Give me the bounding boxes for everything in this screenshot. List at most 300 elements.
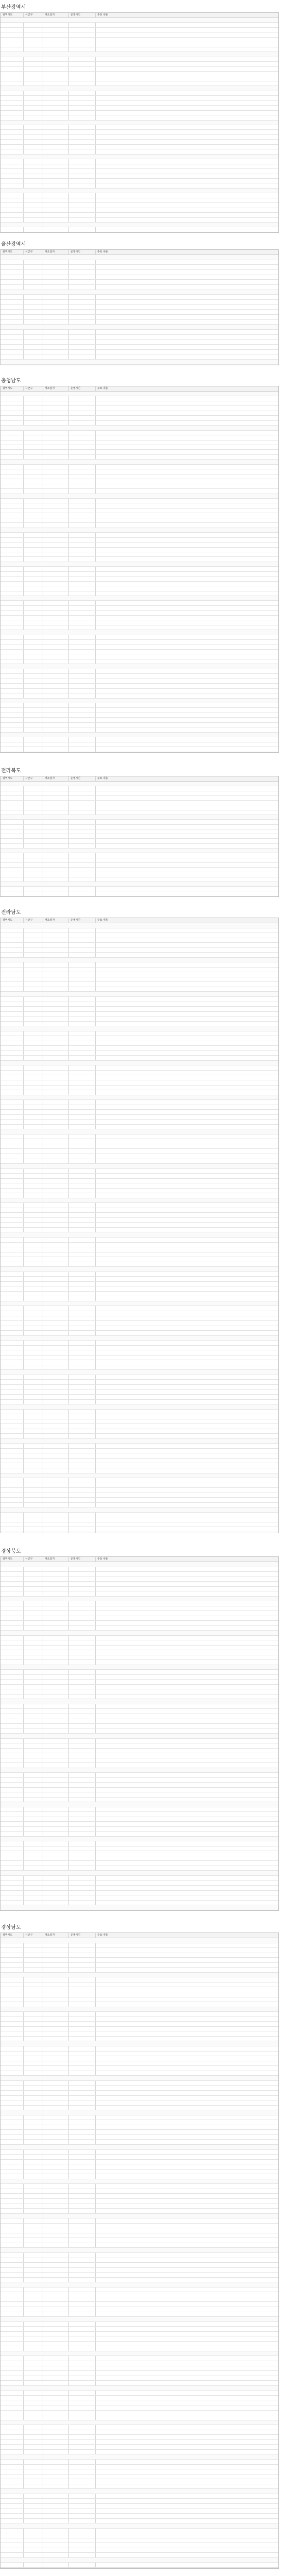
- table-header: [1, 386, 278, 392]
- section-title: 울산광역시: [1, 242, 26, 247]
- column-header: 개소일자: [45, 1934, 55, 1937]
- table-row: [1, 977, 278, 982]
- table-row: [1, 782, 278, 786]
- table-row: [1, 91, 278, 96]
- table-row: [1, 130, 278, 134]
- table-row: [1, 1453, 278, 1459]
- table-row: [1, 2351, 278, 2357]
- section-title: 전라북도: [1, 768, 21, 774]
- table-row: [1, 265, 278, 270]
- table-row: [1, 2558, 278, 2563]
- table-row: [1, 2533, 278, 2538]
- table-row: [1, 1798, 278, 1803]
- table-row: [1, 2135, 278, 2140]
- table-row: [1, 2076, 278, 2081]
- table-row: [1, 533, 278, 537]
- table-row: [1, 310, 278, 315]
- table-row: [1, 2263, 278, 2268]
- table-row: [1, 1792, 278, 1798]
- column-header: 주요 내용: [97, 919, 108, 922]
- table-body: [1, 1562, 278, 1910]
- table-row: [1, 972, 278, 977]
- table-row: [1, 1120, 278, 1125]
- region-section: [0, 4, 283, 234]
- table-row: [1, 2548, 278, 2553]
- table-row: [1, 1483, 278, 1488]
- table-row: [1, 2164, 278, 2170]
- table-row: [1, 2100, 278, 2106]
- table-row: [1, 2342, 278, 2347]
- table-row: [1, 2106, 278, 2111]
- table-row: [1, 1827, 278, 1832]
- table-row: [1, 1444, 278, 1449]
- table-row: [1, 1404, 278, 1410]
- table-row: [1, 1749, 278, 1754]
- table-row: [1, 1105, 278, 1110]
- table-row: [1, 616, 278, 620]
- table-row: [1, 1982, 278, 1988]
- table-row: [1, 933, 278, 938]
- table-row: [1, 1704, 278, 1709]
- table-row: [1, 275, 278, 280]
- table-row: [1, 1891, 278, 1896]
- table-row: [1, 548, 278, 552]
- table-row: [1, 2361, 278, 2366]
- table-row: [1, 829, 278, 834]
- region-section: [0, 378, 283, 754]
- table-row: [1, 2287, 278, 2293]
- table-row: [1, 650, 278, 654]
- table-row: [1, 67, 278, 72]
- table-row: [1, 689, 278, 693]
- table-row: [1, 86, 278, 91]
- table-row: [1, 218, 278, 223]
- table-row: [1, 305, 278, 310]
- table-row: [1, 1572, 278, 1577]
- column-header: 시군구: [25, 13, 33, 16]
- column-header: 광역시도: [3, 1934, 13, 1937]
- table-row: [1, 1660, 278, 1665]
- table-row: [1, 2273, 278, 2278]
- table-row: [1, 1247, 278, 1252]
- table-row: [1, 567, 278, 571]
- table-row: [1, 1139, 278, 1144]
- table-row: [1, 591, 278, 596]
- table-row: [1, 805, 278, 810]
- table-row: [1, 669, 278, 674]
- table-row: [1, 345, 278, 350]
- table-row: [1, 223, 278, 227]
- table-row: [1, 1562, 278, 1567]
- table-row: [1, 295, 278, 300]
- table-row: [1, 290, 278, 295]
- column-header: 개소일자: [45, 777, 55, 780]
- table-row: [1, 1296, 278, 1301]
- table-row: [1, 1473, 278, 1479]
- table-row: [1, 2258, 278, 2263]
- table-row: [1, 2411, 278, 2416]
- table-row: [1, 2494, 278, 2499]
- table-row: [1, 1729, 278, 1734]
- table-row: [1, 2420, 278, 2426]
- table-row: [1, 1115, 278, 1120]
- table-row: [1, 1992, 278, 1997]
- table-row: [1, 2199, 278, 2204]
- table-row: [1, 2091, 278, 2096]
- table-row: [1, 2440, 278, 2445]
- table-row: [1, 1232, 278, 1238]
- table-row: [1, 1807, 278, 1812]
- table-row: [1, 106, 278, 110]
- table-row: [1, 135, 278, 140]
- table-row: [1, 2052, 278, 2057]
- table-row: [1, 2243, 278, 2248]
- table-row: [1, 2002, 278, 2007]
- table-row: [1, 1346, 278, 1351]
- table-row: [1, 718, 278, 722]
- table-row: [1, 1311, 278, 1316]
- table-row: [1, 1228, 278, 1233]
- table-row: [1, 2037, 278, 2042]
- table-body: [1, 392, 278, 752]
- table-row: [1, 1739, 278, 1744]
- table-row: [1, 825, 278, 829]
- table-row: [1, 1365, 278, 1370]
- table-row: [1, 938, 278, 943]
- table-row: [1, 2465, 278, 2470]
- table-row: [1, 2381, 278, 2386]
- table-row: [1, 1987, 278, 1992]
- table-row: [1, 1129, 278, 1134]
- table-row: [1, 882, 278, 887]
- table-row: [1, 1670, 278, 1675]
- table-row: [1, 992, 278, 997]
- table-row: [1, 125, 278, 130]
- schedule-table: [0, 776, 279, 897]
- table-row: [1, 2484, 278, 2489]
- table-row: [1, 1699, 278, 1704]
- section-title: 경상북도: [1, 1549, 21, 1554]
- table-row: [1, 2071, 278, 2076]
- table-row: [1, 2479, 278, 2484]
- table-row: [1, 1646, 278, 1651]
- table-row: [1, 786, 278, 791]
- table-row: [1, 1866, 278, 1871]
- column-header: 개소일자: [45, 919, 55, 922]
- table-row: [1, 887, 278, 891]
- table-row: [1, 1685, 278, 1690]
- table-row: [1, 1606, 278, 1612]
- table-row: [1, 1973, 278, 1978]
- table-row: [1, 868, 278, 872]
- table-row: [1, 2475, 278, 2480]
- table-row: [1, 601, 278, 605]
- table-row: [1, 1414, 278, 1419]
- table-row: [1, 76, 278, 81]
- table-row: [1, 42, 278, 47]
- table-row: [1, 469, 278, 474]
- schedule-table: [0, 249, 279, 365]
- table-row: [1, 426, 278, 430]
- table-row: [1, 32, 278, 37]
- table-row: [1, 1498, 278, 1503]
- table-header: [1, 1933, 278, 1938]
- table-row: [1, 1410, 278, 1415]
- table-row: [1, 280, 278, 285]
- table-row: [1, 503, 278, 508]
- table-row: [1, 1778, 278, 1783]
- table-header: [1, 918, 278, 923]
- table-row: [1, 1336, 278, 1341]
- table-row: [1, 2543, 278, 2548]
- region-section: [0, 1924, 283, 2570]
- table-row: [1, 1218, 278, 1223]
- table-row: [1, 1238, 278, 1243]
- table-row: [1, 1159, 278, 1164]
- table-row: [1, 1886, 278, 1891]
- table-row: [1, 1026, 278, 1031]
- table-row: [1, 2174, 278, 2179]
- table-row: [1, 2499, 278, 2504]
- table-row: [1, 1626, 278, 1631]
- table-row: [1, 1527, 278, 1532]
- table-row: [1, 1977, 278, 1982]
- table-row: [1, 2110, 278, 2115]
- table-row: [1, 1272, 278, 1277]
- table-row: [1, 2253, 278, 2258]
- table-row: [1, 1788, 278, 1793]
- table-row: [1, 1189, 278, 1194]
- column-header: 광역시도: [3, 387, 13, 390]
- column-header: 시군구: [25, 387, 33, 390]
- table-row: [1, 1694, 278, 1700]
- column-header: 주요 내용: [97, 1557, 108, 1561]
- column-header: 주요 내용: [97, 1934, 108, 1937]
- section-title: 경상남도: [1, 1925, 21, 1930]
- table-row: [1, 943, 278, 948]
- table-row: [1, 572, 278, 577]
- table-row: [1, 1817, 278, 1822]
- table-row: [1, 1513, 278, 1518]
- table-row: [1, 62, 278, 66]
- table-row: [1, 853, 278, 858]
- table-row: [1, 1597, 278, 1602]
- table-row: [1, 1449, 278, 1454]
- table-row: [1, 1773, 278, 1778]
- table-row: [1, 440, 278, 445]
- column-header: 운영시간: [70, 1934, 81, 1937]
- table-row: [1, 2061, 278, 2066]
- table-row: [1, 1822, 278, 1827]
- table-row: [1, 52, 278, 57]
- table-row: [1, 664, 278, 669]
- table-row: [1, 513, 278, 518]
- table-row: [1, 1036, 278, 1041]
- table-row: [1, 1306, 278, 1311]
- table-row: [1, 1424, 278, 1429]
- table-row: [1, 562, 278, 567]
- table-row: [1, 460, 278, 464]
- table-row: [1, 1400, 278, 1405]
- table-row: [1, 2450, 278, 2455]
- table-row: [1, 1061, 278, 1066]
- table-row: [1, 509, 278, 513]
- table-row: [1, 2012, 278, 2017]
- column-header: 운영시간: [70, 919, 81, 922]
- table-row: [1, 350, 278, 355]
- table-row: [1, 2529, 278, 2534]
- table-row: [1, 948, 278, 953]
- table-row: [1, 255, 278, 260]
- table-row: [1, 1611, 278, 1616]
- table-row: [1, 401, 278, 406]
- table-row: [1, 1943, 278, 1948]
- table-row: [1, 1665, 278, 1670]
- table-row: [1, 1134, 278, 1140]
- table-row: [1, 1012, 278, 1017]
- region-section: [0, 768, 283, 898]
- column-header: 시군구: [25, 777, 33, 780]
- table-row: [1, 2553, 278, 2558]
- table-row: [1, 1768, 278, 1773]
- table-row: [1, 1223, 278, 1228]
- table-row: [1, 354, 278, 360]
- table-row: [1, 2317, 278, 2322]
- table-row: [1, 1144, 278, 1149]
- table-row: [1, 968, 278, 973]
- table-row: [1, 1350, 278, 1355]
- table-row: [1, 1385, 278, 1390]
- table-row: [1, 2027, 278, 2032]
- table-row: [1, 2415, 278, 2420]
- table-body: [1, 1938, 278, 2568]
- table-row: [1, 2081, 278, 2086]
- table-row: [1, 1587, 278, 1592]
- table-row: [1, 1183, 278, 1189]
- table-row: [1, 962, 278, 968]
- table-row: [1, 2489, 278, 2494]
- table-row: [1, 577, 278, 581]
- table-row: [1, 2302, 278, 2307]
- table-row: [1, 2563, 278, 2568]
- table-row: [1, 1582, 278, 1587]
- table-row: [1, 891, 278, 896]
- table-row: [1, 465, 278, 469]
- table-row: [1, 611, 278, 615]
- table-row: [1, 877, 278, 882]
- table-row: [1, 2209, 278, 2214]
- table-row: [1, 1321, 278, 1326]
- table-row: [1, 1075, 278, 1080]
- table-row: [1, 1832, 278, 1837]
- table-body: [1, 255, 278, 365]
- table-row: [1, 1331, 278, 1336]
- table-row: [1, 987, 278, 992]
- table-row: [1, 1802, 278, 1807]
- table-row: [1, 1203, 278, 1208]
- table-row: [1, 300, 278, 305]
- table-row: [1, 2366, 278, 2371]
- table-row: [1, 1719, 278, 1724]
- table-row: [1, 2238, 278, 2243]
- table-row: [1, 1051, 278, 1056]
- table-row: [1, 2268, 278, 2273]
- table-row: [1, 2155, 278, 2160]
- region-section: [0, 1548, 283, 1912]
- table-row: [1, 396, 278, 401]
- table-row: [1, 2386, 278, 2391]
- table-row: [1, 2218, 278, 2224]
- table-row: [1, 557, 278, 562]
- table-row: [1, 2233, 278, 2239]
- table-row: [1, 923, 278, 928]
- table-row: [1, 1763, 278, 1768]
- table-row: [1, 1429, 278, 1434]
- table-row: [1, 958, 278, 963]
- table-row: [1, 474, 278, 479]
- table-row: [1, 1680, 278, 1685]
- table-row: [1, 2115, 278, 2121]
- column-header: 운영시간: [70, 777, 81, 780]
- table-row: [1, 169, 278, 174]
- table-row: [1, 121, 278, 125]
- table-row: [1, 1434, 278, 1439]
- table-row: [1, 1395, 278, 1400]
- table-row: [1, 723, 278, 727]
- table-row: [1, 1277, 278, 1282]
- table-row: [1, 518, 278, 523]
- schedule-table: [0, 1556, 279, 1911]
- table-row: [1, 1110, 278, 1115]
- table-row: [1, 1419, 278, 1425]
- table-row: [1, 872, 278, 877]
- table-row: [1, 101, 278, 106]
- table-row: [1, 1812, 278, 1817]
- table-row: [1, 928, 278, 934]
- table-row: [1, 849, 278, 853]
- table-row: [1, 2504, 278, 2509]
- table-row: [1, 1370, 278, 1375]
- table-row: [1, 801, 278, 805]
- table-row: [1, 1080, 278, 1086]
- table-row: [1, 1198, 278, 1204]
- table-row: [1, 2194, 278, 2199]
- table-row: [1, 1154, 278, 1159]
- table-row: [1, 1002, 278, 1007]
- table-row: [1, 213, 278, 217]
- column-header: 시군구: [25, 1557, 33, 1561]
- table-row: [1, 2371, 278, 2376]
- table-row: [1, 1997, 278, 2003]
- table-row: [1, 1948, 278, 1953]
- section-title: 전라남도: [1, 910, 21, 916]
- table-row: [1, 791, 278, 796]
- table-row: [1, 1095, 278, 1100]
- table-row: [1, 713, 278, 718]
- table-row: [1, 2292, 278, 2297]
- table-row: [1, 1650, 278, 1655]
- table-row: [1, 820, 278, 824]
- schedule-table: [0, 918, 279, 1533]
- column-header: 광역시도: [3, 919, 13, 922]
- table-row: [1, 392, 278, 396]
- table-row: [1, 1286, 278, 1292]
- table-row: [1, 640, 278, 645]
- schedule-table: [0, 1933, 279, 2569]
- table-row: [1, 1958, 278, 1963]
- table-row: [1, 834, 278, 839]
- table-row: [1, 1463, 278, 1468]
